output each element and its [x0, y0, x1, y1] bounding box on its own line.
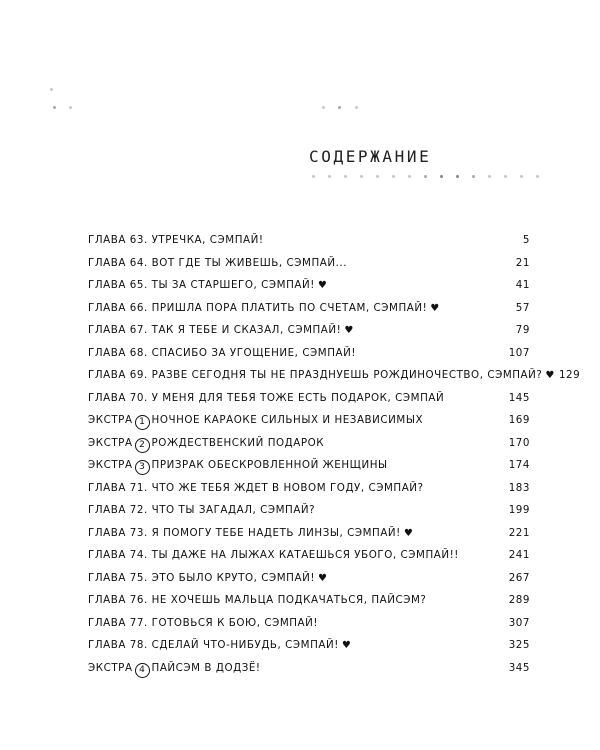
- toc-entry-page-number: 174: [508, 459, 530, 471]
- toc-entry-label: ЭКСТРА: [88, 459, 133, 471]
- toc-entry-title: [88, 662, 505, 678]
- toc-entry-label: ГЛАВА 72.: [88, 504, 148, 516]
- toc-entry-page-number: 307: [508, 616, 530, 629]
- toc-entry-label: ГЛАВА 69.: [88, 369, 148, 381]
- toc-entry-title: [88, 324, 512, 336]
- toc-entry-label: ГЛАВА 75.: [88, 571, 148, 584]
- toc-entry[interactable]: [88, 617, 530, 640]
- toc-entry-title: [88, 369, 555, 381]
- toc-entry-text: РАЗВЕ СЕГОДНЯ ТЫ НЕ ПРАЗДНУЕШЬ РОЖДИНОЧЕСТВО, СЭМПАЙ?: [151, 369, 543, 381]
- toc-entry-text: ПАЙСЭМ В ДОДЗЁ!: [151, 661, 261, 674]
- toc-entry-title: [88, 482, 505, 494]
- toc-entry-title: [88, 459, 505, 475]
- toc-entry-label: ЭКСТРА: [88, 436, 133, 449]
- toc-entry-title: [88, 594, 505, 606]
- toc-entry-page-number: 41: [515, 279, 530, 291]
- toc-entry-text: НЕ ХОЧЕШЬ МАЛЬЦА ПОДКАЧАТЬСЯ, ПАЙСЭМ?: [151, 594, 427, 606]
- toc-entry-label: ГЛАВА 74.: [88, 549, 148, 561]
- toc-entry-title: [88, 392, 505, 404]
- toc-entry-label: ЭКСТРА: [88, 414, 133, 426]
- toc-entry-title: [88, 572, 505, 584]
- toc-entry-page-number: 129: [558, 369, 581, 381]
- toc-entry[interactable]: [88, 527, 530, 550]
- toc-entry-label: ГЛАВА 67.: [88, 324, 148, 336]
- toc-entry-title: [88, 527, 505, 539]
- toc-entry-text: ГОТОВЬСЯ К БОЮ, СЭМПАЙ!: [151, 616, 319, 629]
- toc-entry-page-number: 145: [508, 391, 530, 404]
- toc-entry[interactable]: [88, 392, 530, 415]
- toc-entry-page-number: 241: [508, 549, 530, 561]
- toc-entry[interactable]: [88, 639, 530, 662]
- toc-entry-page-number: 221: [508, 526, 530, 539]
- heart-icon: ♥: [545, 370, 555, 381]
- toc-entry[interactable]: [88, 662, 530, 685]
- toc-entry-title: [88, 257, 512, 269]
- toc-entry-text: ЧТО ЖЕ ТЕБЯ ЖДЕТ В НОВОМ ГОДУ, СЭМПАЙ?: [151, 481, 424, 494]
- toc-entry[interactable]: [88, 549, 530, 572]
- toc-entry[interactable]: [88, 279, 530, 302]
- toc-entry-page-number: 345: [508, 661, 530, 674]
- heart-icon: ♥: [403, 527, 414, 539]
- toc-entry-text: ТАК Я ТЕБЕ И СКАЗАЛ, СЭМПАЙ!: [151, 324, 342, 336]
- toc-entry-page-number: 325: [508, 639, 530, 651]
- toc-entry-text: ТЫ ЗА СТАРШЕГО, СЭМПАЙ!: [151, 279, 315, 291]
- extra-number-badge: 2: [135, 438, 150, 453]
- toc-entry-label: ГЛАВА 73.: [88, 526, 148, 539]
- heart-icon: ♥: [430, 302, 440, 314]
- toc-entry[interactable]: [88, 594, 530, 617]
- toc-entry-text: ВОТ ГДЕ ТЫ ЖИВЕШЬ, СЭМПАЙ...: [151, 256, 348, 269]
- toc-entry-text: ЭТО БЫЛО КРУТО, СЭМПАЙ!: [151, 571, 316, 584]
- toc-entry-title: [88, 504, 505, 516]
- toc-entry-text: НОЧНОЕ КАРАОКЕ СИЛЬНЫХ И НЕЗАВИСИМЫХ: [151, 414, 424, 426]
- toc-entry-label: ГЛАВА 76.: [88, 594, 148, 606]
- heart-icon: ♥: [317, 280, 328, 291]
- toc-entry-label: ГЛАВА 63.: [88, 234, 148, 246]
- toc-entry-text: ПРИШЛА ПОРА ПЛАТИТЬ ПО СЧЕТАМ, СЭМПАЙ!: [151, 301, 428, 314]
- extra-number-badge: 1: [135, 415, 150, 430]
- toc-entry-label: ГЛАВА 70.: [88, 391, 148, 404]
- toc-entry-page-number: 57: [515, 301, 530, 314]
- toc-entry-label: ГЛАВА 78.: [88, 639, 148, 651]
- toc-entry[interactable]: [88, 234, 530, 257]
- toc-entry-page-number: 5: [522, 234, 530, 246]
- toc-entry-title: [88, 549, 505, 561]
- toc-entry[interactable]: [88, 257, 530, 280]
- toc-entry-page-number: 170: [508, 436, 530, 449]
- extra-number-badge: 3: [135, 460, 150, 475]
- heart-icon: ♥: [341, 640, 352, 651]
- toc-entry-label: ЭКСТРА: [88, 661, 133, 674]
- toc-entry-page-number: 21: [515, 256, 530, 269]
- toc-entry[interactable]: [88, 459, 530, 482]
- toc-entry-title: [88, 639, 505, 651]
- title-underline-dots: [312, 174, 552, 180]
- toc-entry[interactable]: [88, 347, 530, 370]
- toc-entry[interactable]: [88, 572, 530, 595]
- toc-entry-text: УТРЕЧКА, СЭМПАЙ!: [151, 234, 264, 246]
- toc-entry-title: [88, 302, 512, 314]
- toc-entry-label: ГЛАВА 65.: [88, 279, 148, 291]
- toc-entry[interactable]: [88, 504, 530, 527]
- toc-entry-text: ТЫ ДАЖЕ НА ЛЫЖАХ КАТАЕШЬСЯ УБОГО, СЭМПАЙ!!: [151, 549, 459, 561]
- heart-icon: ♥: [318, 572, 328, 584]
- toc-entry-title: [88, 617, 505, 629]
- toc-entry-title: [88, 414, 505, 430]
- toc-entry-text: СДЕЛАЙ ЧТО-НИБУДЬ, СЭМПАЙ!: [151, 639, 339, 651]
- toc-entry[interactable]: [88, 369, 581, 392]
- toc-entry-text: ЧТО ТЫ ЗАГАДАЛ, СЭМПАЙ?: [151, 504, 316, 516]
- toc-entry-label: ГЛАВА 77.: [88, 616, 148, 629]
- toc-entry-text: СПАСИБО ЗА УГОЩЕНИЕ, СЭМПАЙ!: [151, 346, 357, 359]
- toc-entry[interactable]: [88, 324, 530, 347]
- toc-entry-page-number: 199: [508, 504, 530, 516]
- toc-entry-label: ГЛАВА 64.: [88, 256, 148, 269]
- toc-entry-text: ПРИЗРАК ОБЕСКРОВЛЕННОЙ ЖЕНЩИНЫ: [151, 459, 388, 471]
- toc-entry-text: У МЕНЯ ДЛЯ ТЕБЯ ТОЖЕ ЕСТЬ ПОДАРОК, СЭМПАЙ: [151, 391, 445, 404]
- toc-entry-title: [88, 234, 519, 246]
- decorative-dots-top-left: [0, 0, 600, 120]
- toc-entry-title: [88, 279, 512, 291]
- toc-entry-page-number: 289: [508, 594, 530, 606]
- toc-entry-page-number: 267: [508, 571, 530, 584]
- toc-entry-label: ГЛАВА 68.: [88, 346, 148, 359]
- toc-entry-title: [88, 347, 505, 359]
- toc-entry-label: ГЛАВА 66.: [88, 301, 148, 314]
- toc-entry-title: [88, 437, 505, 453]
- toc-entry-page-number: 79: [515, 324, 530, 336]
- toc-list: [88, 234, 581, 684]
- extra-number-badge: 4: [135, 663, 150, 678]
- toc-entry[interactable]: [88, 302, 530, 325]
- toc-entry[interactable]: [88, 414, 530, 437]
- heart-icon: ♥: [344, 325, 354, 336]
- toc-entry-page-number: 107: [508, 346, 530, 359]
- toc-entry-text: Я ПОМОГУ ТЕБЕ НАДЕТЬ ЛИНЗЫ, СЭМПАЙ!: [151, 526, 401, 539]
- toc-entry-label: ГЛАВА 71.: [88, 481, 148, 494]
- toc-entry-text: РОЖДЕСТВЕНСКИЙ ПОДАРОК: [151, 436, 325, 449]
- toc-entry[interactable]: [88, 437, 530, 460]
- toc-entry-page-number: 183: [508, 481, 530, 494]
- toc-entry[interactable]: [88, 482, 530, 505]
- toc-entry-page-number: 169: [508, 414, 530, 426]
- toc-title: СОДЕРЖАНИЕ: [309, 147, 432, 166]
